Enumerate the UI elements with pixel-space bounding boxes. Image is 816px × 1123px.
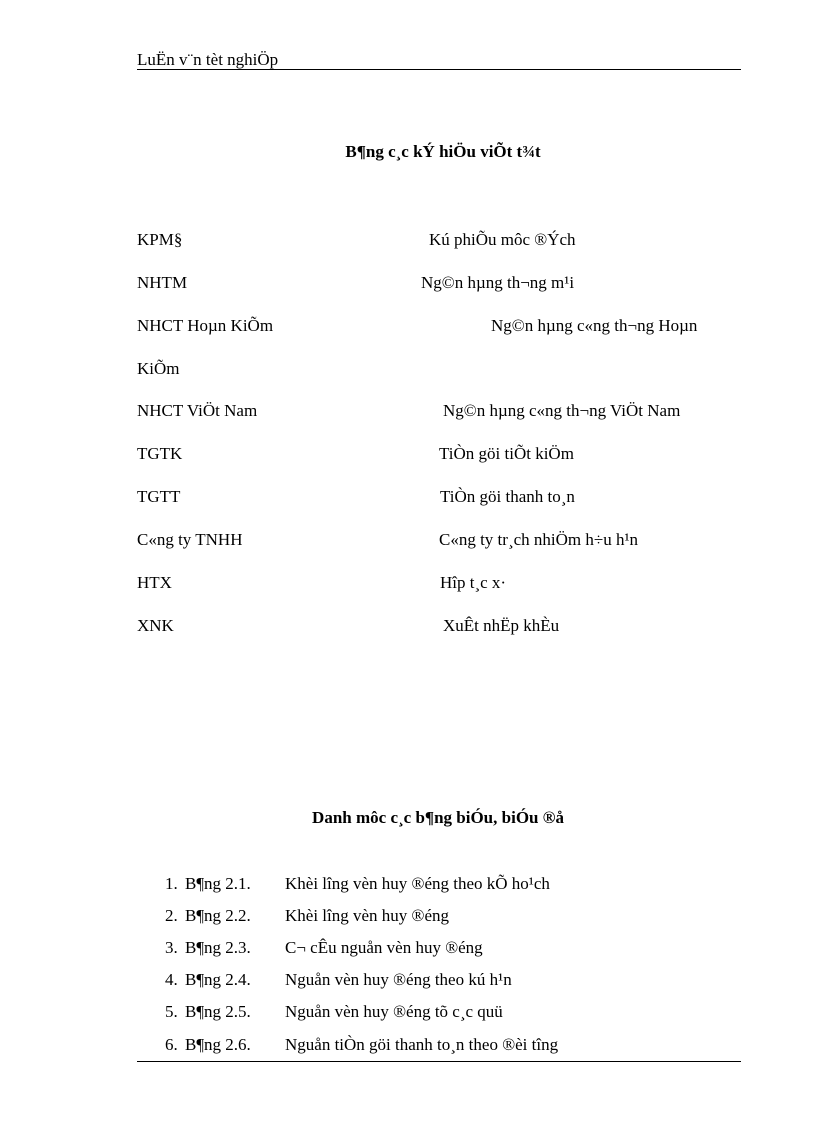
abbreviation-meaning: C«ng ty tr¸ch nhiÖm h÷u h¹n <box>439 530 639 549</box>
list-item <box>0 1002 816 1024</box>
list-item-number: 6. <box>165 1035 178 1054</box>
tables-list-title: Danh môc c¸c b¶ng biÓu, biÓu ®å <box>312 808 564 827</box>
header-rule <box>137 69 741 70</box>
list-item-description: C¬ cÊu nguån vèn huy ®éng <box>285 938 483 957</box>
list-item-table: B¶ng 2.1. <box>185 874 251 893</box>
abbreviation-meaning: TiÒn göi thanh to¸n <box>440 487 575 506</box>
list-item <box>0 874 816 896</box>
list-item <box>0 970 816 992</box>
abbreviation-meaning: Ng©n hµng th¬ng m¹i <box>421 273 575 292</box>
list-item-description: Nguån vèn huy ®éng tõ c¸c quü <box>285 1002 503 1021</box>
abbreviation-term: NHCT Hoµn KiÕm <box>137 316 274 335</box>
list-item <box>0 1035 816 1057</box>
abbreviation-meaning: TiÒn göi tiÕt kiÖm <box>439 444 574 463</box>
list-item-description: Khèi lîng vèn huy ®éng theo kÕ ho¹ch <box>285 874 550 893</box>
list-item-number: 5. <box>165 1002 178 1021</box>
list-item-table: B¶ng 2.3. <box>185 938 251 957</box>
abbreviation-meaning: Ng©n hµng c«ng th¬ng ViÖt Nam <box>443 401 681 420</box>
list-item-description: Nguån vèn huy ®éng theo kú h¹n <box>285 970 512 989</box>
abbreviation-meaning: Hîp t¸c x· <box>440 573 507 592</box>
list-item-table: B¶ng 2.4. <box>185 970 251 989</box>
abbreviation-meaning: Kú phiÕu môc ®Ých <box>429 230 576 249</box>
abbreviation-term: HTX <box>137 573 172 592</box>
abbreviation-term: TGTT <box>137 487 181 506</box>
list-item-description: Nguån tiÒn göi thanh to¸n theo ®èi tîng <box>285 1035 559 1054</box>
abbreviation-meaning: Ng©n hµng c«ng th¬ng Hoµn <box>491 316 698 335</box>
list-item-description: Khèi lîng vèn huy ®éng <box>285 906 449 925</box>
list-item-number: 2. <box>165 906 178 925</box>
abbreviation-term: TGTK <box>137 444 183 463</box>
abbreviation-term: NHCT ViÖt Nam <box>137 401 258 420</box>
running-header: LuËn v¨n tèt nghiÖp <box>137 50 279 69</box>
list-item-table: B¶ng 2.5. <box>185 1002 251 1021</box>
list-item-number: 3. <box>165 938 178 957</box>
list-item <box>0 938 816 960</box>
abbreviation-term: NHTM <box>137 273 188 292</box>
abbreviation-term: XNK <box>137 616 174 635</box>
list-item-table: B¶ng 2.6. <box>185 1035 251 1054</box>
abbreviation-term: KiÕm <box>137 359 180 378</box>
abbreviation-term: KPM§ <box>137 230 183 249</box>
footer-rule <box>137 1061 741 1062</box>
list-item-number: 1. <box>165 874 178 893</box>
abbreviation-term: C«ng ty TNHH <box>137 530 243 549</box>
list-item <box>0 906 816 928</box>
abbreviations-title: B¶ng c¸c kÝ hiÖu viÕt t¾t <box>345 142 541 161</box>
list-item-table: B¶ng 2.2. <box>185 906 251 925</box>
abbreviation-meaning: XuÊt nhËp khÈu <box>443 616 560 635</box>
list-item-number: 4. <box>165 970 178 989</box>
